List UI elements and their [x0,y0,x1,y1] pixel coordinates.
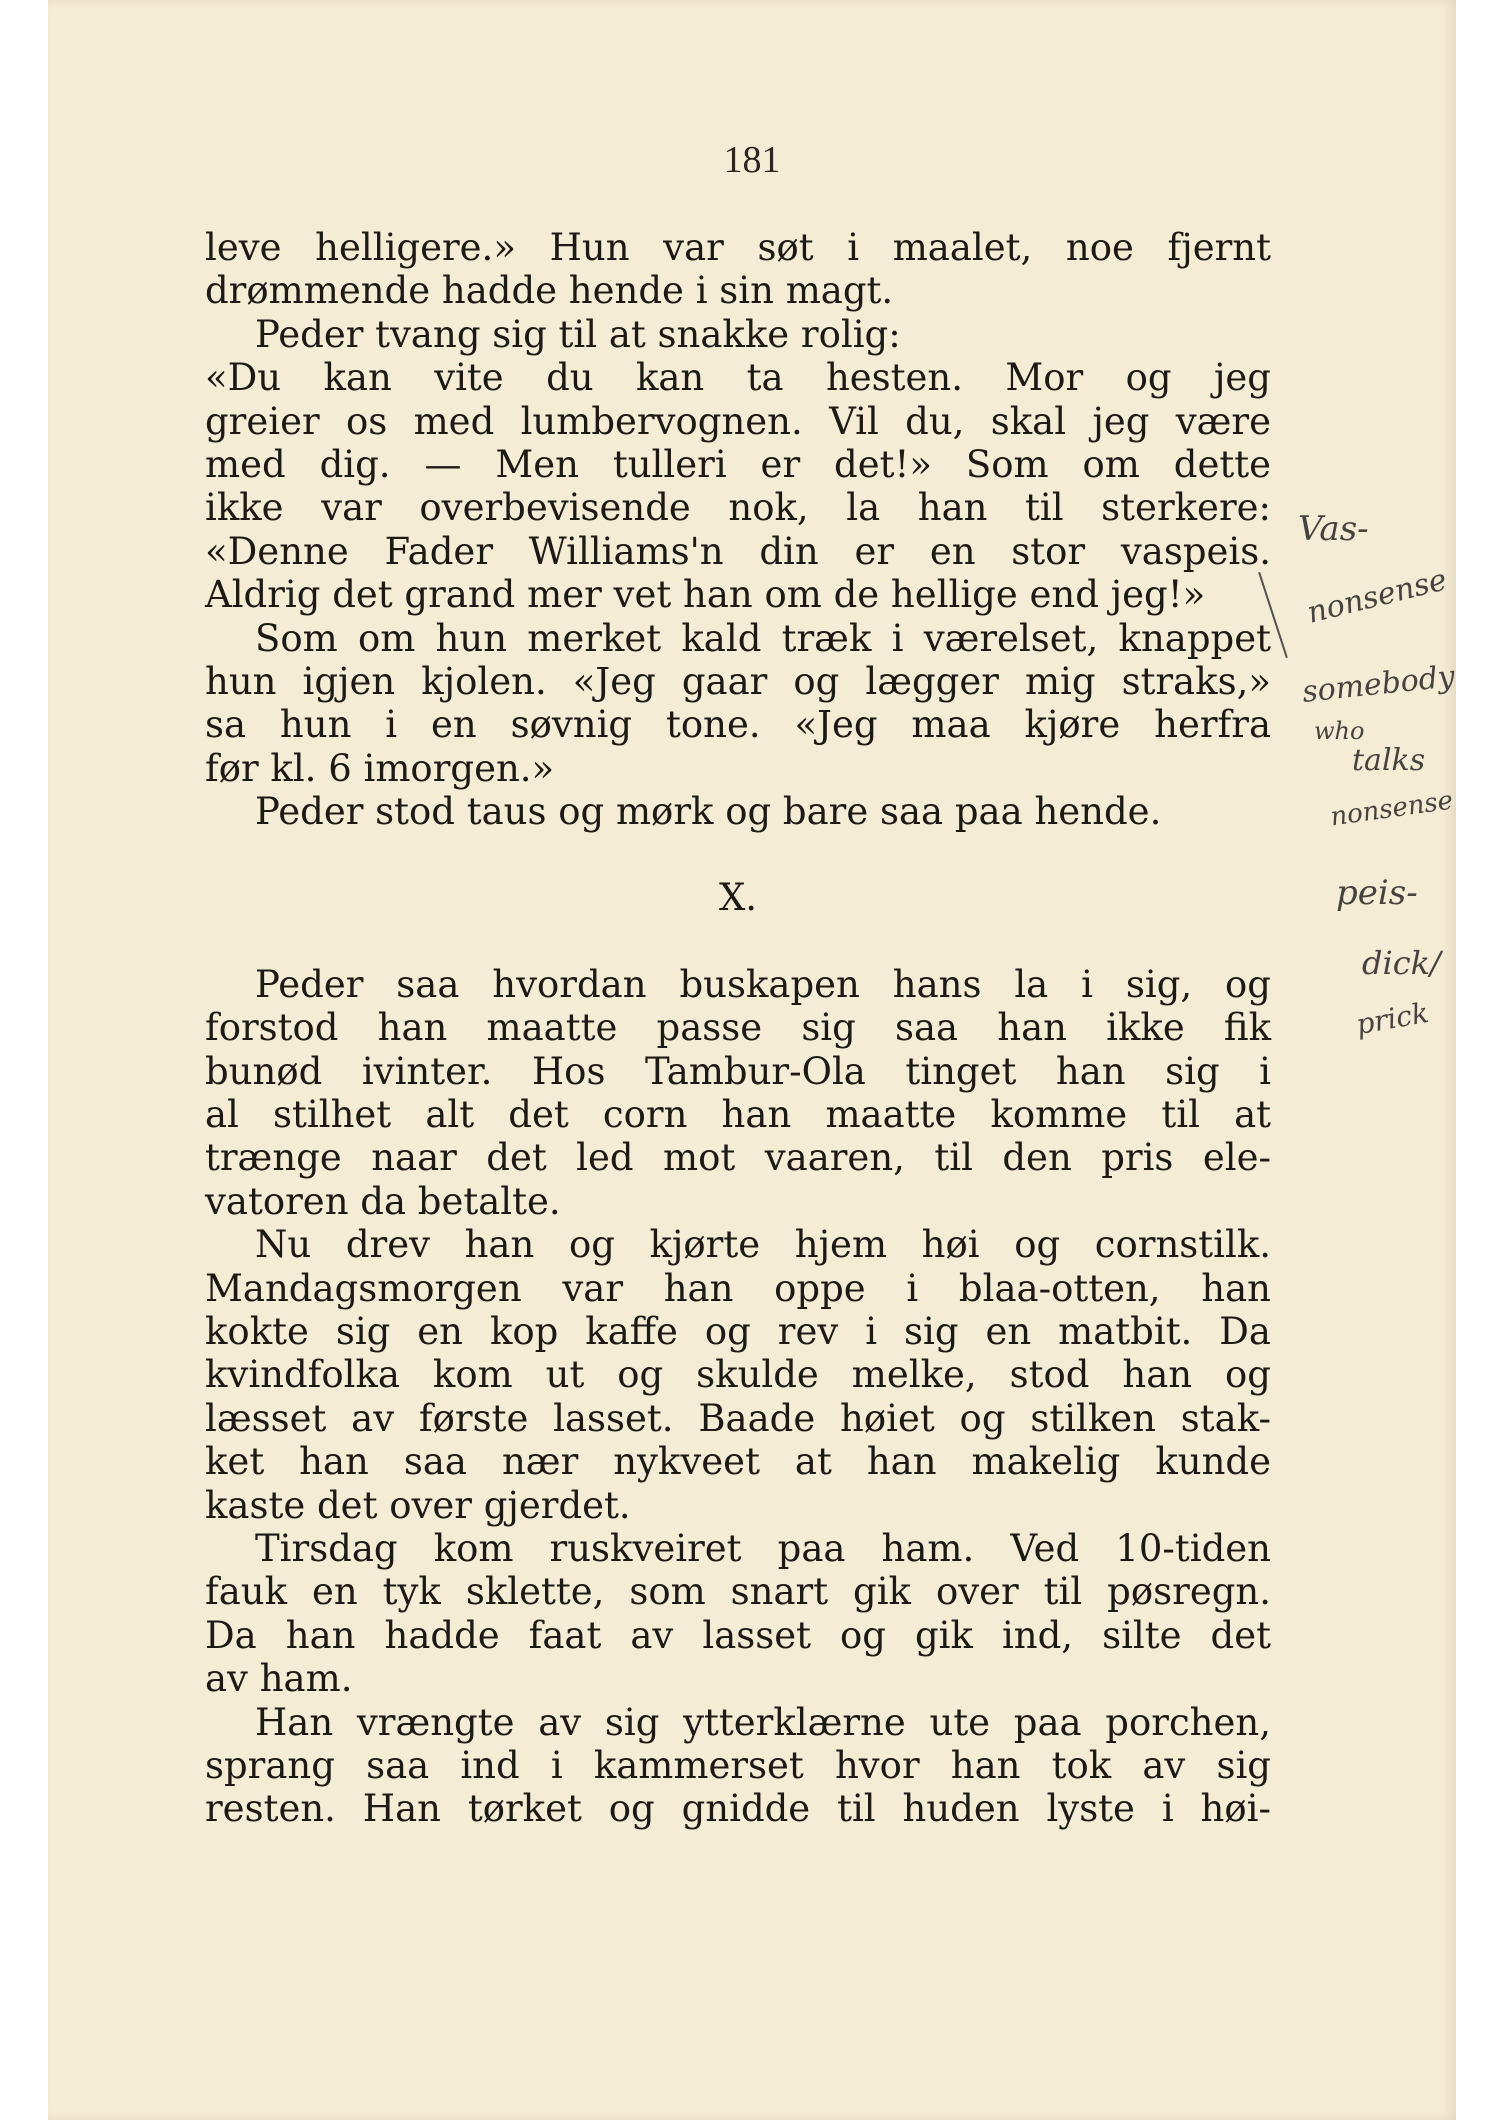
text-line: Tirsdag kom ruskveiret paa ham. Ved 10-tiden [255,1526,1271,1570]
text-line: sa hun i en søvnig tone. «Jeg maa kjøre herfra [205,703,1271,747]
section-heading: X. [718,876,758,920]
text-line: «Denne Fader Williams'n din er en stor vaspeis. [205,529,1271,573]
text-line: av ham. [205,1657,353,1701]
text-line: Peder saa hvordan buskapen hans la i sig, og [255,962,1271,1006]
body-text [205,226,1271,1831]
text-line: Han vrængte av sig ytterklærne ute paa porchen, [255,1700,1271,1744]
text-line: med dig. — Men tulleri er det!» Som om dette [205,442,1271,486]
margin-note: nonsense [1303,562,1451,631]
margin-note: prick [1353,995,1432,1042]
text-line: Peder tvang sig til at snakke rolig: [255,312,901,356]
margin-note: peis- [1336,873,1418,913]
text-line: kvindfolka kom ut og skulde melke, stod han og [205,1353,1271,1397]
text-line: vatoren da betalte. [205,1179,561,1223]
text-line: bunød ivinter. Hos Tambur-Ola tinget han sig i [205,1049,1271,1093]
text-line: resten. Han tørket og gnidde til huden lyste i høi- [205,1787,1271,1831]
text-line: Som om hun merket kald træk i værelset, knappet [255,616,1271,660]
text-line: forstod han maatte passe sig saa han ikke fik [205,1006,1271,1050]
text-line: læsset av første lasset. Baade høiet og stilken stak- [205,1396,1271,1440]
text-line: Nu drev han og kjørte hjem høi og cornstilk. [255,1223,1271,1267]
text-line: drømmende hadde hende i sin magt. [205,269,894,313]
text-line: fauk en tyk sklette, som snart gik over til pøsregn. [205,1570,1271,1614]
text-line: kaste det over gjerdet. [205,1483,631,1527]
text-line: greier os med lumbervognen. Vil du, skal jeg være [205,399,1271,443]
text-line: ket han saa nær nykveet at han makelig kunde [205,1440,1271,1484]
text-line: før kl. 6 imorgen.» [205,746,555,790]
margin-note: somebody [1300,659,1457,710]
text-line: ikke var overbevisende nok, la han til sterkere: [205,486,1271,530]
margin-note: dick/ [1362,944,1441,982]
text-line: hun igjen kjolen. «Jeg gaar og lægger mig straks,» [205,659,1271,703]
margin-note: nonsense [1328,785,1455,833]
book-page [48,0,1456,2120]
text-line: sprang saa ind i kammerset hvor han tok av sig [205,1743,1271,1787]
text-line: Aldrig det grand mer vet han om de hellige end jeg!» [205,573,1206,617]
margin-note: Vas- [1298,509,1369,549]
margin-note: talks [1352,743,1426,778]
text-line: leve helligere.» Hun var søt i maalet, noe fjernt [205,226,1271,269]
text-line: Peder stod taus og mørk og bare saa paa hende. [255,790,1162,834]
text-line: Da han hadde faat av lasset og gik ind, silte det [205,1613,1271,1657]
text-line: al stilhet alt det corn han maatte komme til at [205,1093,1271,1137]
margin-note: who [1314,717,1365,745]
text-line: Mandagsmorgen var han oppe i blaa-otten, han [205,1266,1271,1310]
text-line: «Du kan vite du kan ta hesten. Mor og jeg [205,356,1271,400]
text-line: kokte sig en kop kaffe og rev i sig en matbit. Da [205,1309,1271,1353]
text-line: trænge naar det led mot vaaren, til den pris ele- [205,1136,1271,1180]
page-number: 181 [723,139,781,181]
